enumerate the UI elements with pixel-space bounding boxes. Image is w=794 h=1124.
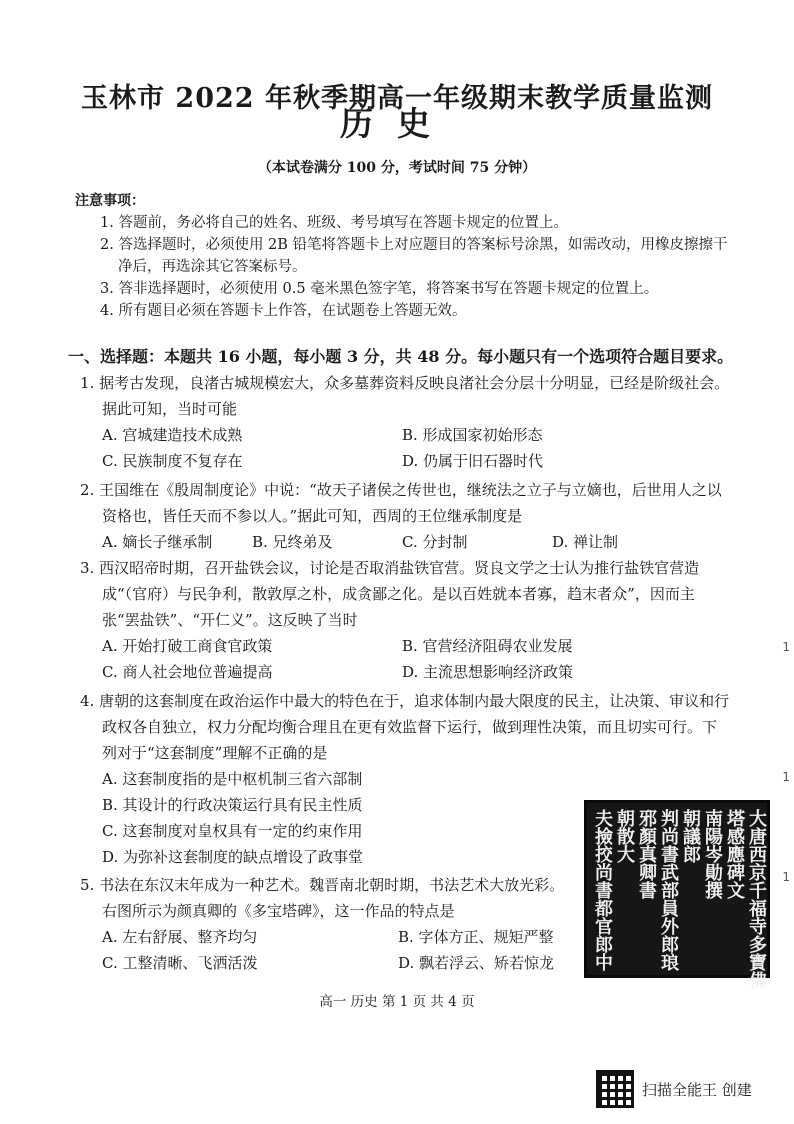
question-stem: 3. 西汉昭帝时期，召开盐铁会议，讨论是否取消盐铁官营。贤良文学之士认为推行盐铁官营造成“（官府）与民争利，散敦厚之朴，成贪鄙之化。是以百姓就本者寡，趋末者众”，因而主张“罢盐铁”、“开仁义”。这反映了当时	[80, 559, 700, 629]
question-stem: 2. 王国维在《殷周制度论》中说：“故天子诸侯之传世也，继统法之立子与立嫡也，后世用人之以资格也，皆任天而不参以人。”据此可知，西周的王位继承制度是	[80, 481, 722, 525]
option-d: D. 为弥补这套制度的缺点增设了政事堂	[102, 848, 364, 866]
question-stem: 4. 唐朝的这套制度在政治运作中最大的特色在于，追求体制内最大限度的民主，让决策、审议和行政权各自独立，权力分配均衡合理且在更有效监督下运行，做到理性决策，而且切实可行。下列对于“这套制度”理解不正确的是	[80, 692, 730, 762]
options-row	[80, 924, 570, 950]
qr-code-icon	[596, 1070, 634, 1108]
option-d: D. 飘若浮云、矫若惊龙	[398, 954, 555, 972]
edge-mark: 1	[782, 770, 790, 784]
notice-item: 2. 答选择题时，必须使用 2B 铅笔将答题卡上对应题目的答案标号涂黑，如需改动，用橡皮擦擦干净后，再选涂其它答案标号。	[100, 237, 728, 275]
calligraphy-column: 朝散大	[614, 809, 635, 863]
edge-mark: 1	[782, 640, 790, 654]
question-5	[80, 872, 570, 976]
question-1	[80, 370, 730, 474]
option-c: C. 分封制	[402, 533, 468, 551]
option-d: D. 禅让制	[552, 533, 619, 551]
option-a: A. 开始打破工商食官政策	[102, 637, 273, 655]
subject-title: 历史	[340, 104, 454, 143]
option-b: B. 字体方正、规矩严整	[398, 928, 554, 946]
calligraphy-column: 夫撿挍尚書都官郎中	[592, 809, 613, 971]
option-b: B. 官营经济阻碍农业发展	[402, 637, 573, 655]
option-d: D. 主流思想影响经济政策	[402, 663, 574, 681]
options-row	[80, 529, 730, 555]
option-a: A. 左右舒展、整齐均匀	[102, 928, 258, 946]
notice-list	[100, 212, 740, 322]
exam-title: 玉林市 2022 年秋季期高一年级期末教学质量监测	[81, 83, 713, 114]
option-a: A. 这套制度指的是中枢机制三省六部制	[102, 770, 363, 788]
option-a: A. 嫡长子继承制	[102, 533, 213, 551]
options-row	[80, 448, 730, 474]
option-d: D. 仍属于旧石器时代	[402, 452, 544, 470]
calligraphy-column: 判尚書武部員外郎琅	[658, 809, 679, 971]
option-c: C. 商人社会地位普遍提高	[102, 663, 273, 681]
option-b: B. 其设计的行政决策运行具有民主性质	[102, 796, 363, 814]
option-c: C. 这套制度对皇权具有一定的约束作用	[102, 822, 363, 840]
section-heading: 一、选择题：本题共 16 小题，每小题 3 分，共 48 分。每小题只有一个选项符合题目要求。	[68, 347, 734, 366]
calligraphy-column: 南陽岑勛撰	[702, 809, 723, 899]
question-3	[80, 555, 730, 685]
calligraphy-column: 朝議郎	[680, 809, 701, 863]
option-a: A. 宫城建造技术成熟	[102, 426, 243, 444]
notice-heading: 注意事项：	[75, 193, 145, 209]
notice-item: 3. 答非选择题时，必须使用 0.5 毫米黑色签字笔，将答案书写在答题卡规定的位置上。	[100, 281, 659, 297]
options-row	[80, 422, 730, 448]
question-stem: 5. 书法在东汉末年成为一种艺术。魏晋南北朝时期，书法艺术大放光彩。右图所示为颜真卿的《多宝塔碑》，这一作品的特点是	[80, 876, 565, 920]
watermark-text: 扫描全能王 创建	[642, 1080, 752, 1099]
options-row	[80, 950, 570, 976]
calligraphy-column: 邪顏真卿書	[636, 809, 657, 899]
question-stem: 1. 据考古发现，良渚古城规模宏大，众多墓葬资料反映良渚社会分层十分明显，已经是阶级社会。据此可知，当时可能	[80, 374, 730, 418]
notice-item: 4. 所有题目必须在答题卡上作答，在试题卷上答题无效。	[100, 303, 467, 319]
scanner-watermark	[596, 1070, 752, 1108]
option-b: B. 兄终弟及	[252, 533, 333, 551]
question-2	[80, 477, 730, 555]
options-row	[80, 633, 730, 659]
notice-item: 1. 答题前，务必将自己的姓名、班级、考号填写在答题卡规定的位置上。	[100, 215, 568, 231]
calligraphy-column: 大唐西京千福寺多寶佛	[746, 809, 767, 989]
edge-mark: 1	[782, 870, 790, 884]
options-row	[80, 659, 730, 685]
option-b: B. 形成国家初始形态	[402, 426, 543, 444]
calligraphy-column: 塔感應碑文	[724, 809, 745, 899]
calligraphy-rubbing-image	[584, 800, 770, 989]
exam-info: （本试卷满分 100 分，考试时间 75 分钟）	[257, 160, 537, 176]
option-c: C. 民族制度不复存在	[102, 452, 243, 470]
option-c: C. 工整清晰、飞洒活泼	[102, 954, 258, 972]
page-footer: 高一 历史 第 1 页 共 4 页	[319, 994, 475, 1010]
